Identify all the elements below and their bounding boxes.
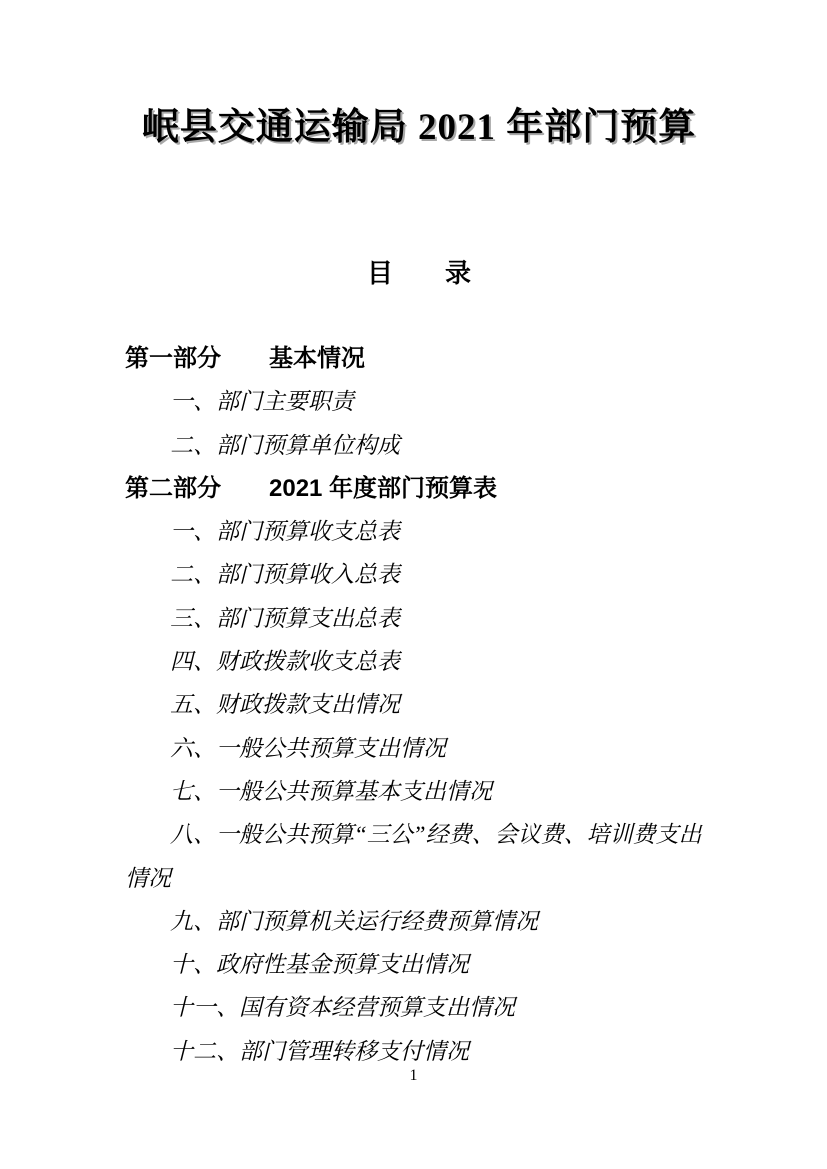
toc-heading: 目 录 (366, 258, 471, 288)
toc-item: 情况 (125, 865, 171, 891)
toc-item: 十一、国有资本经营预算支出情况 (170, 995, 515, 1021)
toc-item: 十二、部门管理转移支付情况 (170, 1038, 469, 1064)
toc-item: 四、财政拨款收支总表 (170, 649, 400, 675)
toc-item: 一、部门主要职责 (170, 389, 354, 415)
toc-item: 二、部门预算收入总表 (170, 562, 400, 588)
toc-item: 八、一般公共预算“三公”经费、会议费、培训费支出 (170, 822, 702, 848)
toc-item: 十、政府性基金预算支出情况 (170, 952, 469, 978)
page-number: 1 (409, 1067, 418, 1084)
toc-item: 三、部门预算支出总表 (170, 605, 400, 631)
toc-item: 五、财政拨款支出情况 (170, 692, 400, 718)
toc-item: 一、部门预算收支总表 (170, 519, 400, 545)
toc-part-heading: 第一部分 基本情况 (125, 345, 365, 372)
toc-item: 二、部门预算单位构成 (170, 432, 400, 458)
toc-item: 九、部门预算机关运行经费预算情况 (170, 908, 538, 934)
toc-list (125, 337, 713, 1073)
document-title: 岷县交通运输局 2021 年部门预算 (141, 107, 697, 148)
toc-part-heading: 第二部分 2021 年度部门预算表 (125, 474, 498, 502)
toc-item: 六、一般公共预算支出情况 (170, 735, 446, 761)
toc-item: 七、一般公共预算基本支出情况 (170, 778, 492, 804)
